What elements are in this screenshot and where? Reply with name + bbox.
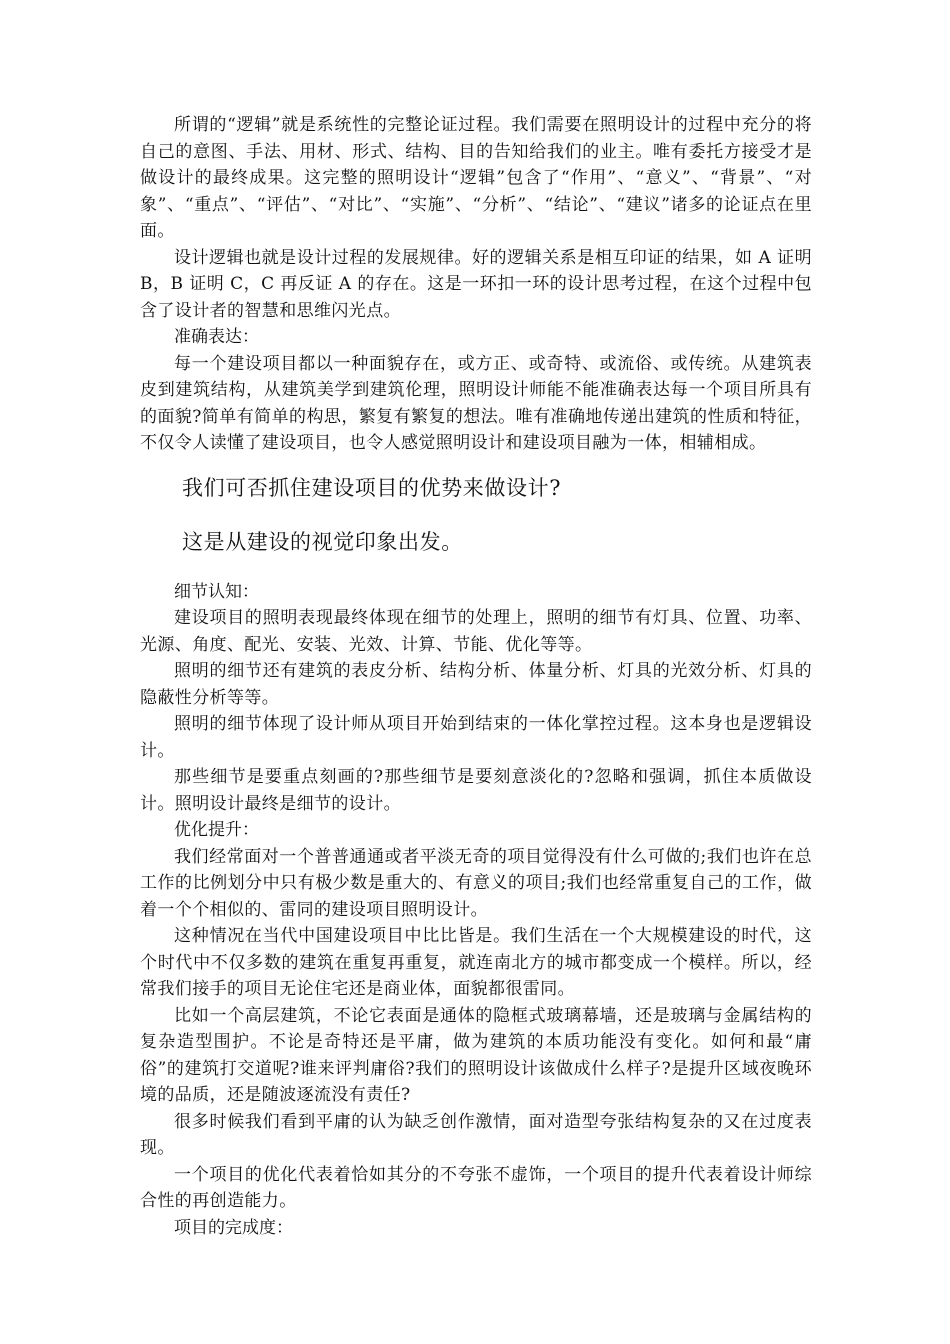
document-page <box>140 112 812 1241</box>
paragraph-design-logic: 设计逻辑也就是设计过程的发展规律。好的逻辑关系是相互印证的结果，如 A 证明 B，B 证明 C，C 再反证 A 的存在。这是一环扣一环的设计思考过程，在这个过程中包含了设计者的智慧和思维闪光点。 <box>140 247 812 321</box>
paragraph-detail-4: 那些细节是要重点刻画的?那些细节是要刻意淡化的?忽略和强调，抓住本质做设计。照明设计最终是细节的设计。 <box>140 767 812 814</box>
paragraph-detail-2: 照明的细节还有建筑的表皮分析、结构分析、体量分析、灯具的光效分析、灯具的隐蔽性分析等等。 <box>140 661 812 708</box>
heading-visual-impression: 这是从建设的视觉印象出发。 <box>182 529 463 554</box>
paragraph-logic-definition: 所谓的“逻辑”就是系统性的完整论证过程。我们需要在照明设计的过程中充分的将自己的意图、手法、用材、形式、结构、目的告知给我们的业主。唯有委托方接受才是做设计的最终成果。这完整的照明设计“逻辑”包含了“作用”、“意义”、“背景”、“对象”、“重点”、“评估”、“对比”、“实施”、“分析”、“结论”、“建议”诸多的论证点在里面。 <box>140 115 812 241</box>
section-label-optimize: 优化提升： <box>174 820 259 840</box>
paragraph-detail-1: 建设项目的照明表现最终体现在细节的处理上，照明的细节有灯具、位置、功率、光源、角度、配光、安装、光效、计算、节能、优化等等。 <box>140 608 812 655</box>
paragraph-optimize-3: 比如一个高层建筑，不论它表面是通体的隐框式玻璃幕墙，还是玻璃与金属结构的复杂造型围护。不论是奇特还是平庸，做为建筑的本质功能没有变化。如何和最“庸俗”的建筑打交道呢?谁来评判庸俗?我们的照明设计该做成什么样子?是提升区域夜晚环境的品质，还是随波逐流没有责任? <box>140 1005 812 1105</box>
paragraph-detail-3: 照明的细节体现了设计师从项目开始到结束的一体化掌控过程。这本身也是逻辑设计。 <box>140 714 812 761</box>
paragraph-optimize-4: 很多时候我们看到平庸的认为缺乏创作激情，面对造型夸张结构复杂的又在过度表现。 <box>140 1111 812 1158</box>
section-label-completion: 项目的完成度： <box>174 1217 293 1238</box>
paragraph-accurate-expression: 每一个建设项目都以一种面貌存在，或方正、或奇特、或流俗、或传统。从建筑表皮到建筑结构，从建筑美学到建筑伦理，照明设计师能不能准确表达每一个项目所具有的面貌?简单有简单的构思，繁复有繁复的想法。唯有准确地传递出建筑的性质和特征，不仅令人读懂了建设项目，也令人感觉照明设计和建设项目融为一体，相辅相成。 <box>140 353 812 453</box>
section-label-accurate-expression: 准确表达： <box>174 327 259 347</box>
paragraph-optimize-1: 我们经常面对一个普普通通或者平淡无奇的项目觉得没有什么可做的;我们也许在总工作的比例划分中只有极少数是重大的、有意义的项目;我们也经常重复自己的工作，做着一个个相似的、雷同的建设项目照明设计。 <box>140 846 812 920</box>
section-label-detail-cognition: 细节认知： <box>174 581 259 602</box>
paragraph-optimize-5: 一个项目的优化代表着恰如其分的不夸张不虚饰，一个项目的提升代表着设计师综合性的再创造能力。 <box>140 1164 812 1211</box>
paragraph-optimize-2: 这种情况在当代中国建设项目中比比皆是。我们生活在一个大规模建设的时代，这个时代中不仅多数的建筑在重复再重复，就连南北方的城市都变成一个模样。所以，经常我们接手的项目无论住宅还是商业体，面貌都很雷同。 <box>140 926 812 999</box>
heading-project-advantage: 我们可否抓住建设项目的优势来做设计? <box>182 475 562 500</box>
